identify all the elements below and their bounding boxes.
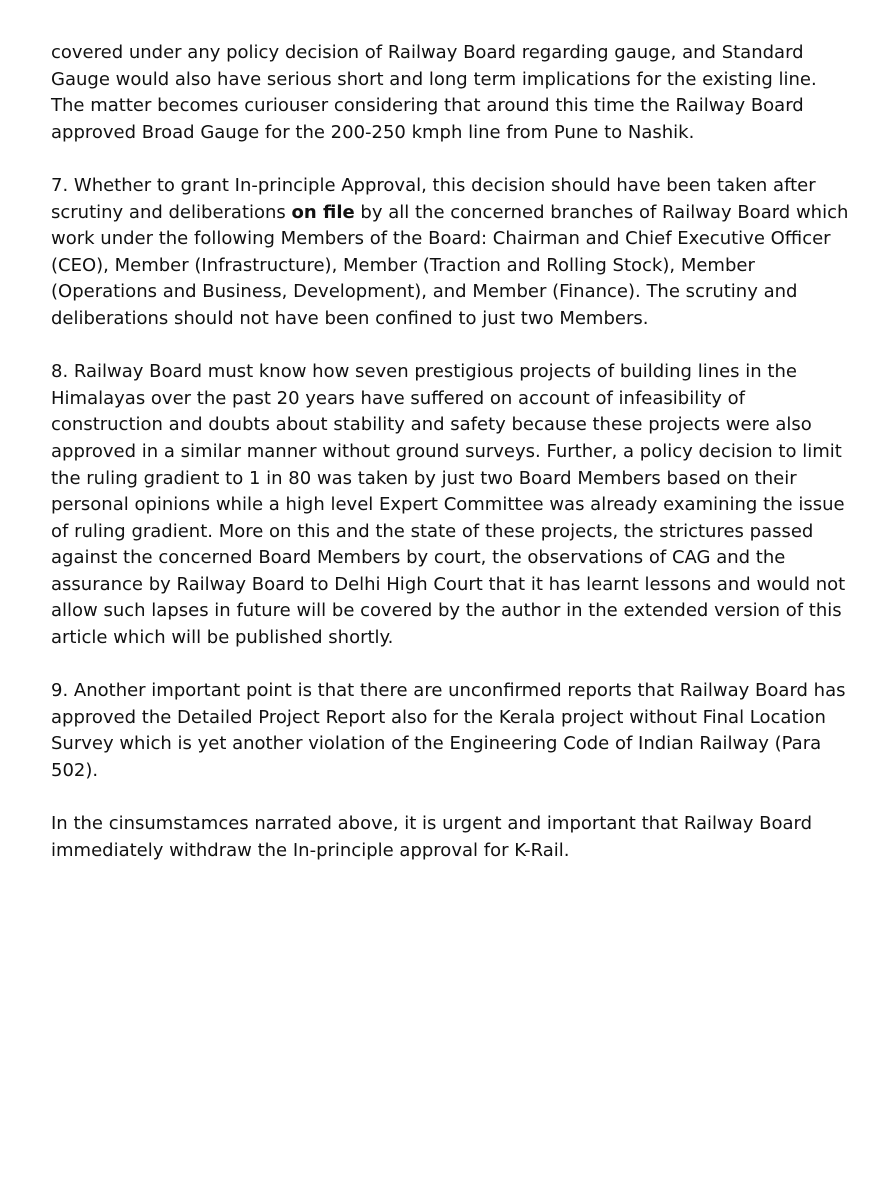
paragraph-text: by all the concerned branches of Railway Board which work under the following Members of the Board: Chairman and Chief Executive Officer (CEO), Member (Infrastructure), Member (Traction and Rolling Stock), Member (Operations and Business, Development), and Member (Finance). The scrutiny and deliberations should not have been confined to just two Members. [51, 201, 849, 329]
paragraph-conclusion [51, 811, 851, 864]
paragraph-text: 9. Another important point is that there are unconfirmed reports that Railway Board has approved the Detailed Project Report also for the Kerala project without Final Location Survey which is yet another violation of the Engineering Code of Indian Railway (Para 502). [51, 680, 846, 782]
paragraph-text: In the cinsumstamces narrated above, it is urgent and important that Railway Board immediately withdraw the In-principle approval for K-Rail. [51, 813, 813, 861]
paragraph-text: 8. Railway Board must know how seven prestigious projects of building lines in the Himalayas over the past 20 years have suffered on account of infeasibility of construction and doubts about stability and safety because these projects were also approved in a similar manner without ground surveys. Further, a policy decision to limit the ruling gradient to 1 in 80 was taken by just two Board Members based on their personal opinions while a high level Expert Committee was already examining the issue of ruling gradient. More on this and the state of these projects, the strictures passed against the concerned Board Members by court, the observations of CAG and the assurance by Railway Board to Delhi High Court that it has learnt lessons and would not allow such lapses in future will be covered by the author in the extended version of this article which will be published shortly. [51, 361, 846, 649]
paragraph-text: covered under any policy decision of Railway Board regarding gauge, and Standard Gauge would also have serious short and long term implications for the existing line. The matter becomes curiouser considering that around this time the Railway Board approved Broad Gauge for the 200-250 kmph line from Pune to Nashik. [51, 42, 817, 143]
paragraph-text: 7. Whether to grant In-principle Approval, this decision should have been taken after scrutiny and deliberations [51, 174, 816, 223]
paragraph-7 [51, 173, 851, 333]
paragraph-8 [51, 359, 851, 652]
document-body [51, 40, 851, 891]
paragraph-9 [51, 678, 851, 784]
emphasis-on-file: on file [291, 201, 355, 223]
paragraph-continued [51, 40, 851, 146]
